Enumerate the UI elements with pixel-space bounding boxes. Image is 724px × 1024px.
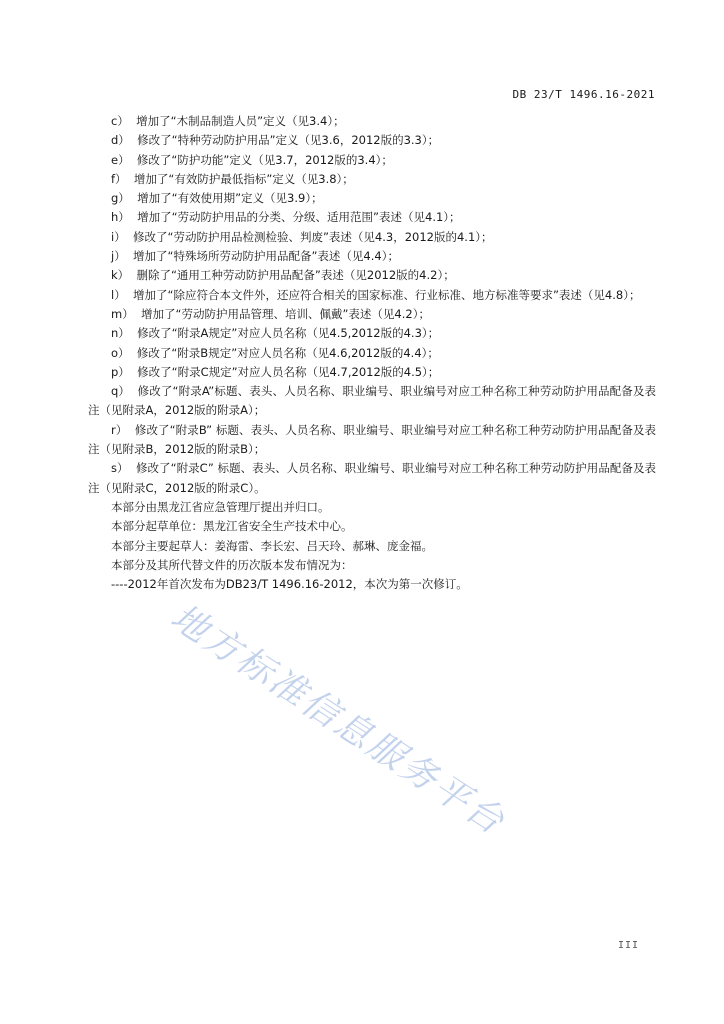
change-item-k: k） 删除了“通用工种劳动防护用品配备”表述（见2012版的4.2）； xyxy=(111,268,455,283)
change-item-f: f） 增加了“有效防护最低指标”定义（见3.8）； xyxy=(111,171,354,186)
change-item-p: p） 修改了“附录C规定”对应人员名称（见4.7,2012版的4.5）； xyxy=(111,364,440,379)
history-item: ----2012年首次发布为DB23/T 1496.16-2012，本次为第一次修订。 xyxy=(111,577,468,592)
change-item-e: e） 修改了“防护功能”定义（见3.7，2012版的3.4）； xyxy=(111,152,393,167)
change-item-i: i） 修改了“劳动防护用品检测检验、判废”表述（见4.3，2012版的4.1）； xyxy=(111,229,493,244)
change-item-s: s） 修改了“附录C” 标题、表头、人员名称、职业编号、职业编号对应工种名称工种劳动防护用品配备及表注（见附录C，2012版的附录C）。 xyxy=(88,461,656,495)
change-item-c: c） 增加了“木制品制造人员”定义（见3.4）； xyxy=(111,114,345,128)
change-item-j: j） 增加了“特殊场所劳动防护用品配备”表述（见4.4）； xyxy=(111,249,399,264)
standard-code: DB 23/T 1496.16-2021 xyxy=(512,88,655,101)
drafters-statement: 本部分主要起草人：姜海雷、李长宏、吕天玲、郝琳、庞金福。 xyxy=(111,538,433,553)
drafting-unit-statement: 本部分起草单位：黑龙江省安全生产技术中心。 xyxy=(111,519,353,534)
change-item-m: m） 增加了“劳动防护用品管理、培训、佩戴”表述（见4.2）； xyxy=(111,306,430,321)
change-item-l: l） 增加了“除应符合本文件外，还应符合相关的国家标准、行业标准、地方标准等要求”表述（见4.8）； xyxy=(111,287,641,302)
change-item-q: q） 修改了“附录A”标题、表头、人员名称、职业编号、职业编号对应工种名称工种劳动防护用品配备及表注（见附录A，2012版的附录A）； xyxy=(88,384,656,418)
history-intro: 本部分及其所代替文件的历次版本发布情况为： xyxy=(111,557,353,572)
proposer-statement: 本部分由黑龙江省应急管理厅提出并归口。 xyxy=(111,499,330,514)
change-item-n: n） 修改了“附录A规定”对应人员名称（见4.5,2012版的4.3）； xyxy=(111,326,440,341)
page-number: III xyxy=(617,940,639,951)
change-item-d: d） 修改了“特种劳动防护用品”定义（见3.6，2012版的3.3）； xyxy=(111,133,440,148)
watermark: 地方标准信息服务平台 xyxy=(163,596,513,844)
document-body xyxy=(88,112,656,594)
change-item-r: r） 修改了“附录B” 标题、表头、人员名称、职业编号、职业编号对应工种名称工种劳动防护用品配备及表注（见附录B，2012版的附录B）； xyxy=(88,422,656,457)
change-item-g: g） 增加了“有效使用期”定义（见3.9）； xyxy=(111,191,323,206)
change-item-o: o） 修改了“附录B规定”对应人员名称（见4.6,2012版的4.4）； xyxy=(111,345,439,360)
change-item-h: h） 增加了“劳动防护用品的分类、分级、适用范围”表述（见4.1）； xyxy=(111,210,461,225)
